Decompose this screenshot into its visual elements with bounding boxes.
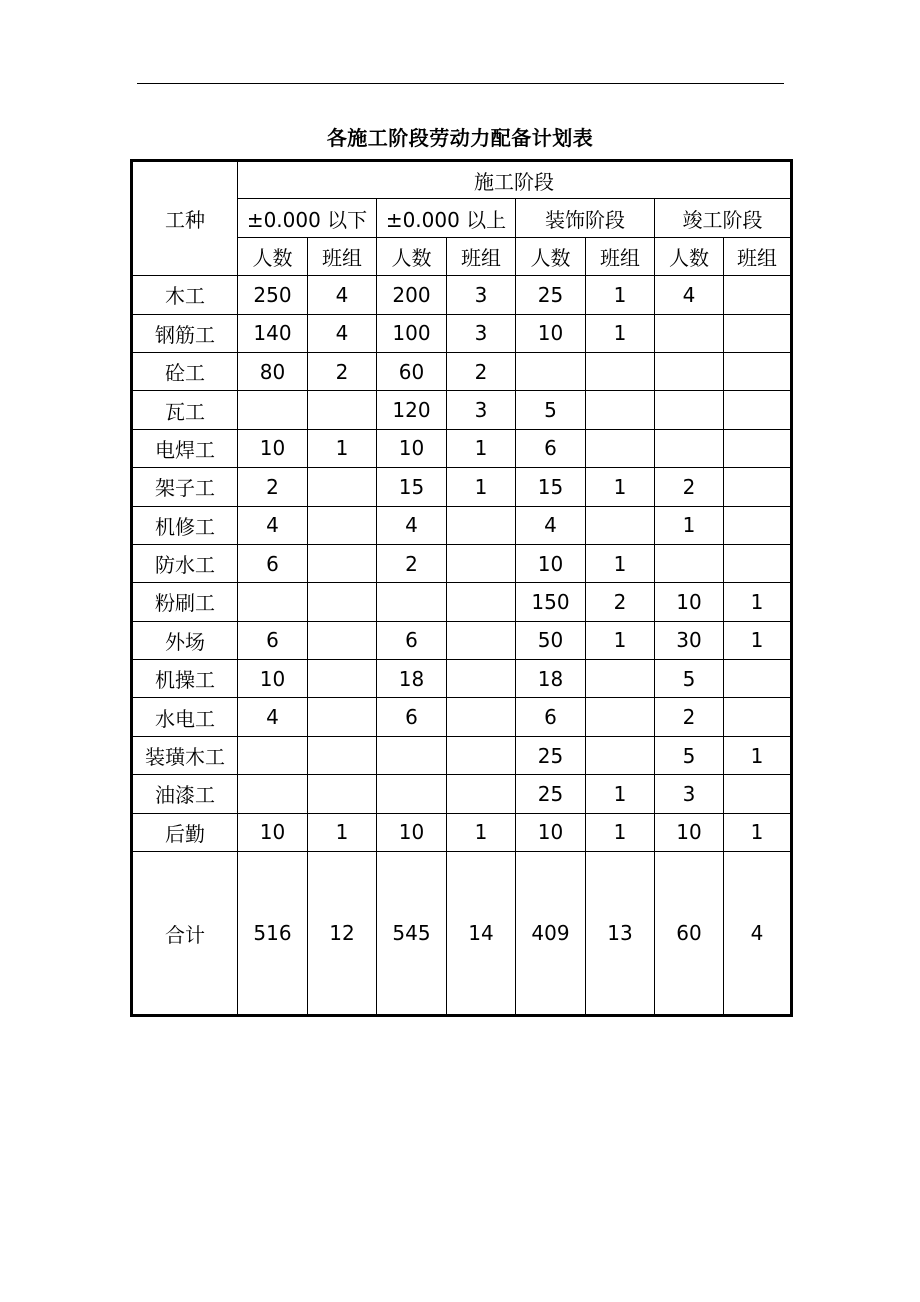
team-count-cell [308,468,377,506]
worker-type-cell: 钢筋工 [132,314,238,352]
worker-type-cell: 粉刷工 [132,583,238,621]
team-count-cell [724,391,792,429]
headcount-cell: 10 [238,429,308,467]
sub-header-headcount: 人数 [377,237,447,275]
headcount-cell [655,352,724,390]
headcount-cell: 120 [377,391,447,429]
headcount-cell: 50 [516,621,586,659]
headcount-cell: 100 [377,314,447,352]
stage-header-decoration: 装饰阶段 [516,199,655,237]
team-count-cell [724,660,792,698]
team-count-cell: 3 [447,276,516,314]
team-count-cell [724,276,792,314]
headcount-cell: 4 [377,506,447,544]
team-count-cell [308,583,377,621]
team-count-cell [724,544,792,582]
headcount-cell: 10 [377,429,447,467]
team-count-cell [308,660,377,698]
headcount-cell: 18 [377,660,447,698]
headcount-cell: 250 [238,276,308,314]
team-count-cell [447,736,516,774]
headcount-cell: 5 [516,391,586,429]
table-row [132,698,792,736]
sub-header-teams: 班组 [724,237,792,275]
headcount-cell: 6 [377,621,447,659]
headcount-cell: 25 [516,775,586,813]
headcount-cell: 3 [655,775,724,813]
headcount-cell: 150 [516,583,586,621]
team-count-cell [724,506,792,544]
table-row [132,775,792,813]
headcount-cell [377,583,447,621]
table-row [132,352,792,390]
worker-type-header: 工种 [132,161,238,276]
team-count-cell [308,736,377,774]
team-count-cell [586,660,655,698]
team-count-cell: 1 [447,429,516,467]
headcount-cell [238,583,308,621]
team-count-cell: 1 [447,813,516,851]
headcount-cell: 2 [238,468,308,506]
total-headcount-cell: 60 [655,852,724,1016]
table-row [132,468,792,506]
team-count-cell: 1 [586,544,655,582]
stage-header-completion: 竣工阶段 [655,199,792,237]
team-count-cell [447,621,516,659]
team-count-cell: 1 [724,621,792,659]
headcount-cell: 5 [655,736,724,774]
team-count-cell [447,660,516,698]
headcount-cell: 15 [377,468,447,506]
table-row [132,391,792,429]
worker-type-cell: 防水工 [132,544,238,582]
team-count-cell: 1 [586,468,655,506]
table-row [132,621,792,659]
headcount-cell: 30 [655,621,724,659]
headcount-cell: 1 [655,506,724,544]
headcount-cell: 2 [655,698,724,736]
team-count-cell: 1 [724,583,792,621]
headcount-cell: 6 [377,698,447,736]
team-count-cell [308,391,377,429]
team-count-cell: 1 [308,429,377,467]
team-count-cell: 1 [447,468,516,506]
team-count-cell [586,698,655,736]
team-count-cell: 2 [586,583,655,621]
headcount-cell: 10 [516,314,586,352]
team-count-cell [586,429,655,467]
sub-header-teams: 班组 [308,237,377,275]
team-count-cell [586,391,655,429]
total-team-count-cell: 12 [308,852,377,1016]
team-count-cell [724,775,792,813]
headcount-cell [238,736,308,774]
team-count-cell: 1 [724,813,792,851]
headcount-cell [238,391,308,429]
team-count-cell: 3 [447,314,516,352]
worker-type-cell: 外场 [132,621,238,659]
labor-plan-table [130,159,793,1017]
team-count-cell: 1 [586,621,655,659]
headcount-cell: 4 [516,506,586,544]
headcount-cell: 10 [516,813,586,851]
headcount-cell: 10 [238,813,308,851]
team-count-cell [447,506,516,544]
headcount-cell: 140 [238,314,308,352]
worker-type-cell: 木工 [132,276,238,314]
table-row [132,583,792,621]
headcount-cell: 6 [516,429,586,467]
team-count-cell [447,544,516,582]
headcount-cell: 10 [655,813,724,851]
headcount-cell: 60 [377,352,447,390]
table-row [132,276,792,314]
table-row [132,660,792,698]
total-team-count-cell: 14 [447,852,516,1016]
sub-header-headcount: 人数 [238,237,308,275]
total-label: 合计 [132,852,238,1016]
headcount-cell [655,544,724,582]
headcount-cell: 80 [238,352,308,390]
team-count-cell [308,698,377,736]
total-team-count-cell: 4 [724,852,792,1016]
stage-header-below-zero: ±0.000 以下 [238,199,377,237]
header-rule [137,83,784,84]
team-count-cell [724,468,792,506]
headcount-cell: 10 [516,544,586,582]
worker-type-cell: 砼工 [132,352,238,390]
team-count-cell [586,506,655,544]
team-count-cell [308,775,377,813]
team-count-cell: 1 [308,813,377,851]
headcount-cell [238,775,308,813]
worker-type-cell: 后勤 [132,813,238,851]
total-team-count-cell: 13 [586,852,655,1016]
table-row [132,506,792,544]
headcount-cell [655,314,724,352]
team-count-cell: 3 [447,391,516,429]
worker-type-cell: 机修工 [132,506,238,544]
headcount-cell: 5 [655,660,724,698]
worker-type-cell: 装璜木工 [132,736,238,774]
team-count-cell [308,544,377,582]
headcount-cell: 10 [655,583,724,621]
headcount-cell: 10 [238,660,308,698]
team-count-cell: 2 [447,352,516,390]
team-count-cell [447,775,516,813]
team-count-cell: 4 [308,314,377,352]
sub-header-headcount: 人数 [655,237,724,275]
headcount-cell [655,429,724,467]
table-row [132,736,792,774]
headcount-cell [377,736,447,774]
headcount-cell [377,775,447,813]
table-row [132,813,792,851]
headcount-cell [655,391,724,429]
team-count-cell: 1 [724,736,792,774]
worker-type-cell: 机操工 [132,660,238,698]
total-headcount-cell: 516 [238,852,308,1016]
headcount-cell: 25 [516,276,586,314]
headcount-cell: 4 [238,698,308,736]
team-count-cell [724,698,792,736]
headcount-cell: 18 [516,660,586,698]
team-count-cell [447,583,516,621]
team-count-cell: 1 [586,314,655,352]
headcount-cell: 15 [516,468,586,506]
team-count-cell [586,352,655,390]
table-row [132,544,792,582]
sub-header-teams: 班组 [586,237,655,275]
headcount-cell: 200 [377,276,447,314]
sub-header-teams: 班组 [447,237,516,275]
table-row [132,429,792,467]
headcount-cell: 2 [655,468,724,506]
worker-type-cell: 瓦工 [132,391,238,429]
document-title: 各施工阶段劳动力配备计划表 [326,126,594,150]
worker-type-cell: 架子工 [132,468,238,506]
worker-type-cell: 电焊工 [132,429,238,467]
team-count-cell [724,352,792,390]
total-headcount-cell: 545 [377,852,447,1016]
team-count-cell: 1 [586,813,655,851]
team-count-cell: 1 [586,775,655,813]
stage-group-header: 施工阶段 [238,161,792,199]
headcount-cell: 6 [516,698,586,736]
team-count-cell [724,314,792,352]
headcount-cell: 10 [377,813,447,851]
table-row [132,314,792,352]
worker-type-cell: 油漆工 [132,775,238,813]
headcount-cell: 4 [238,506,308,544]
team-count-cell [447,698,516,736]
headcount-cell: 2 [377,544,447,582]
team-count-cell [724,429,792,467]
team-count-cell [586,736,655,774]
total-row [132,852,792,1016]
headcount-cell: 25 [516,736,586,774]
team-count-cell [308,621,377,659]
team-count-cell: 1 [586,276,655,314]
headcount-cell: 6 [238,544,308,582]
team-count-cell: 2 [308,352,377,390]
headcount-cell: 4 [655,276,724,314]
total-headcount-cell: 409 [516,852,586,1016]
headcount-cell: 6 [238,621,308,659]
headcount-cell [516,352,586,390]
worker-type-cell: 水电工 [132,698,238,736]
sub-header-headcount: 人数 [516,237,586,275]
team-count-cell: 4 [308,276,377,314]
team-count-cell [308,506,377,544]
stage-header-above-zero: ±0.000 以上 [377,199,516,237]
